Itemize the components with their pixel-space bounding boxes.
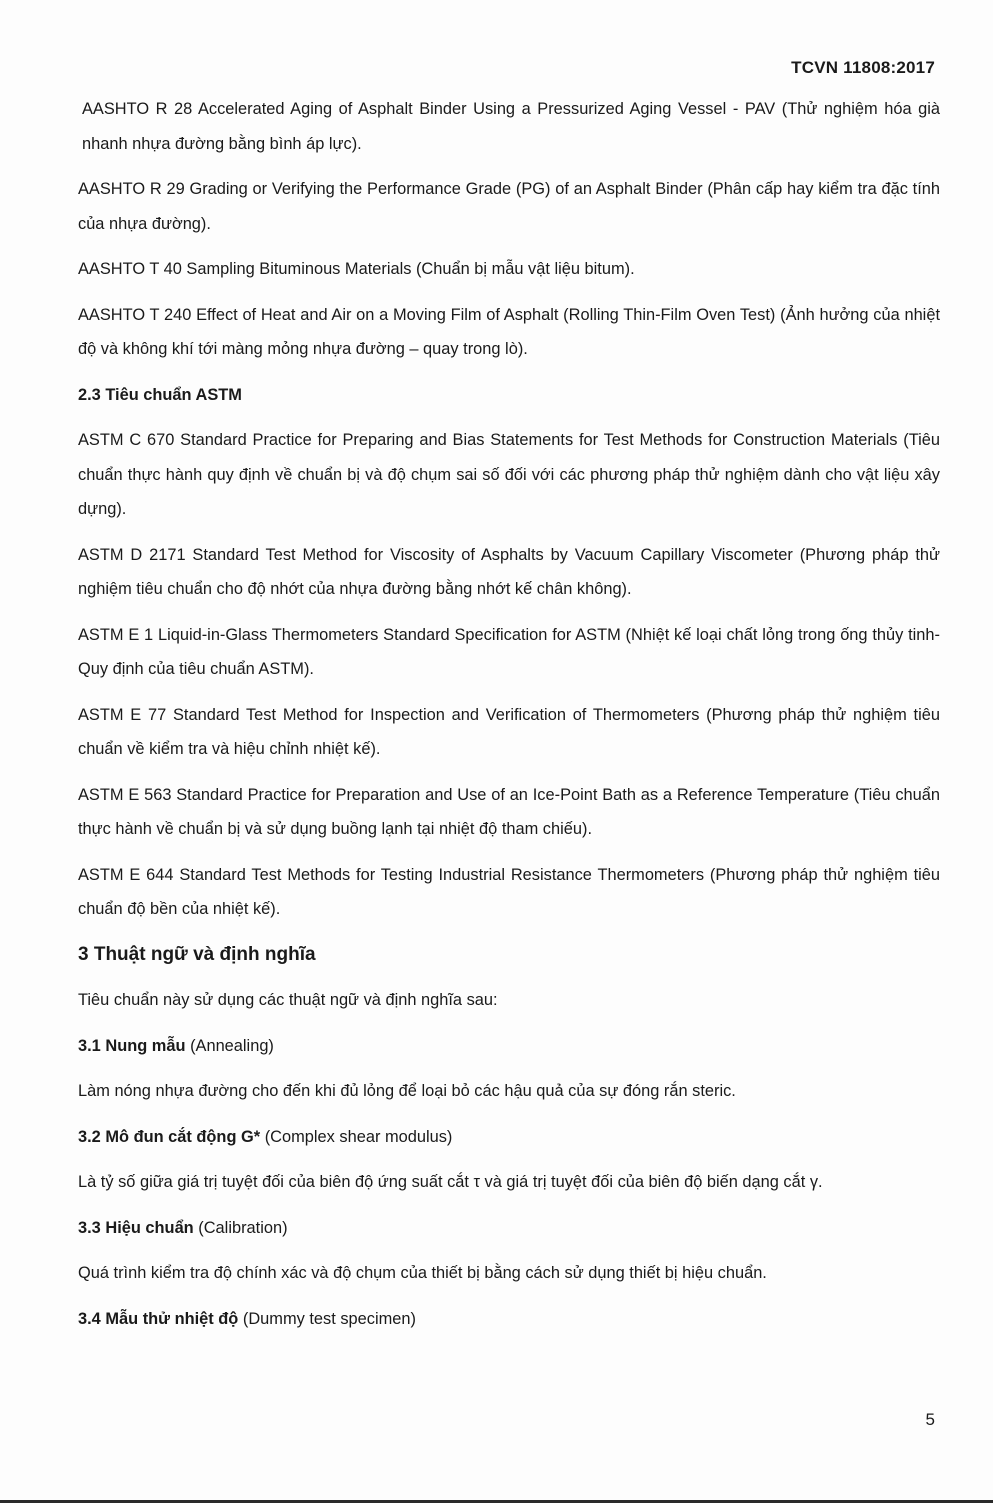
reference-astm-e644: ASTM E 644 Standard Test Methods for Testing Industrial Resistance Thermometers (Phương pháp thử nghiệm tiêu chuẩn độ bền của nhiệt kế). [78, 865, 940, 918]
term-number: 3.4 [78, 1309, 101, 1328]
term-3-3-heading [78, 1211, 940, 1246]
reference-astm-d2171: ASTM D 2171 Standard Test Method for Viscosity of Asphalts by Vacuum Capillary Viscometer (Phương pháp thử nghiệm tiêu chuẩn cho độ nhớt của nhựa đường bằng nhớt kế chân không). [78, 545, 940, 598]
reference-astm-e1: ASTM E 1 Liquid-in-Glass Thermometers Standard Specification for ASTM (Nhiệt kế loại chất lỏng trong ống thủy tinh- Quy định của tiêu chuẩn ASTM). [78, 625, 940, 678]
term-3-3-definition: Quá trình kiểm tra độ chính xác và độ chụm của thiết bị bằng cách sử dụng thiết bị hiệu chuẩn. [78, 1264, 767, 1282]
term-english: (Dummy test specimen) [242, 1309, 416, 1328]
term-number: 3.3 [78, 1218, 101, 1237]
term-3-2-definition: Là tỷ số giữa giá trị tuyệt đối của biên độ ứng suất cắt τ và giá trị tuyệt đối của biên độ biến dạng cắt γ. [78, 1173, 823, 1191]
term-3-1-heading [78, 1029, 940, 1064]
reference-aashto-r28: AASHTO R 28 Accelerated Aging of Asphalt Binder Using a Pressurized Aging Vessel - PAV (Thử nghiệm hóa già nhanh nhựa đường bằng bình áp lực). [82, 100, 940, 153]
term-3-4-heading [78, 1302, 940, 1337]
reference-aashto-t40: AASHTO T 40 Sampling Bituminous Materials (Chuẩn bị mẫu vật liệu bitum). [78, 260, 635, 278]
term-name: Nung mẫu [105, 1036, 186, 1055]
term-number: 3.2 [78, 1127, 101, 1146]
term-3-2-heading [78, 1120, 940, 1155]
reference-astm-e563: ASTM E 563 Standard Practice for Preparation and Use of an Ice-Point Bath as a Reference Temperature (Tiêu chuẩn thực hành về chuẩn bị và sử dụng buồng lạnh tại nhiệt độ tham chiếu). [78, 785, 940, 838]
term-english: (Annealing) [190, 1036, 274, 1055]
section-3-intro: Tiêu chuẩn này sử dụng các thuật ngữ và định nghĩa sau: [78, 991, 498, 1009]
term-name: Mẫu thử nhiệt độ [105, 1309, 239, 1328]
term-english: (Complex shear modulus) [264, 1127, 453, 1146]
term-number: 3.1 [78, 1036, 101, 1055]
reference-astm-c670: ASTM C 670 Standard Practice for Preparing and Bias Statements for Test Methods for Construction Materials (Tiêu chuẩn thực hành quy định về chuẩn bị và độ chụm sai số đối với các phương pháp thử nghiệm dành cho vật liệu xây dựng). [78, 431, 940, 518]
term-3-1-definition: Làm nóng nhựa đường cho đến khi đủ lỏng để loại bỏ các hậu quả của sự đóng rắn steric. [78, 1082, 736, 1100]
page-content [78, 92, 940, 1347]
term-english: (Calibration) [198, 1218, 288, 1237]
document-code: TCVN 11808:2017 [791, 58, 935, 77]
page-number: 5 [925, 1410, 935, 1429]
term-name: Hiệu chuẩn [105, 1218, 194, 1237]
reference-astm-e77: ASTM E 77 Standard Test Method for Inspection and Verification of Thermometers (Phương pháp thử nghiệm tiêu chuẩn về kiểm tra và hiệu chỉnh nhiệt kế). [78, 705, 940, 758]
reference-aashto-r29: AASHTO R 29 Grading or Verifying the Performance Grade (PG) of an Asphalt Binder (Phân cấp hay kiểm tra đặc tính của nhựa đường). [78, 180, 940, 233]
reference-aashto-t240: AASHTO T 240 Effect of Heat and Air on a Moving Film of Asphalt (Rolling Thin-Film Oven Test) (Ảnh hưởng của nhiệt độ và không khí tới màng mỏng nhựa đường – quay trong lò). [78, 305, 940, 358]
section-3-title: 3 Thuật ngữ và định nghĩa [78, 943, 316, 965]
term-name: Mô đun cắt động G* [105, 1127, 261, 1146]
section-2-3-title: 2.3 Tiêu chuẩn ASTM [78, 385, 242, 404]
